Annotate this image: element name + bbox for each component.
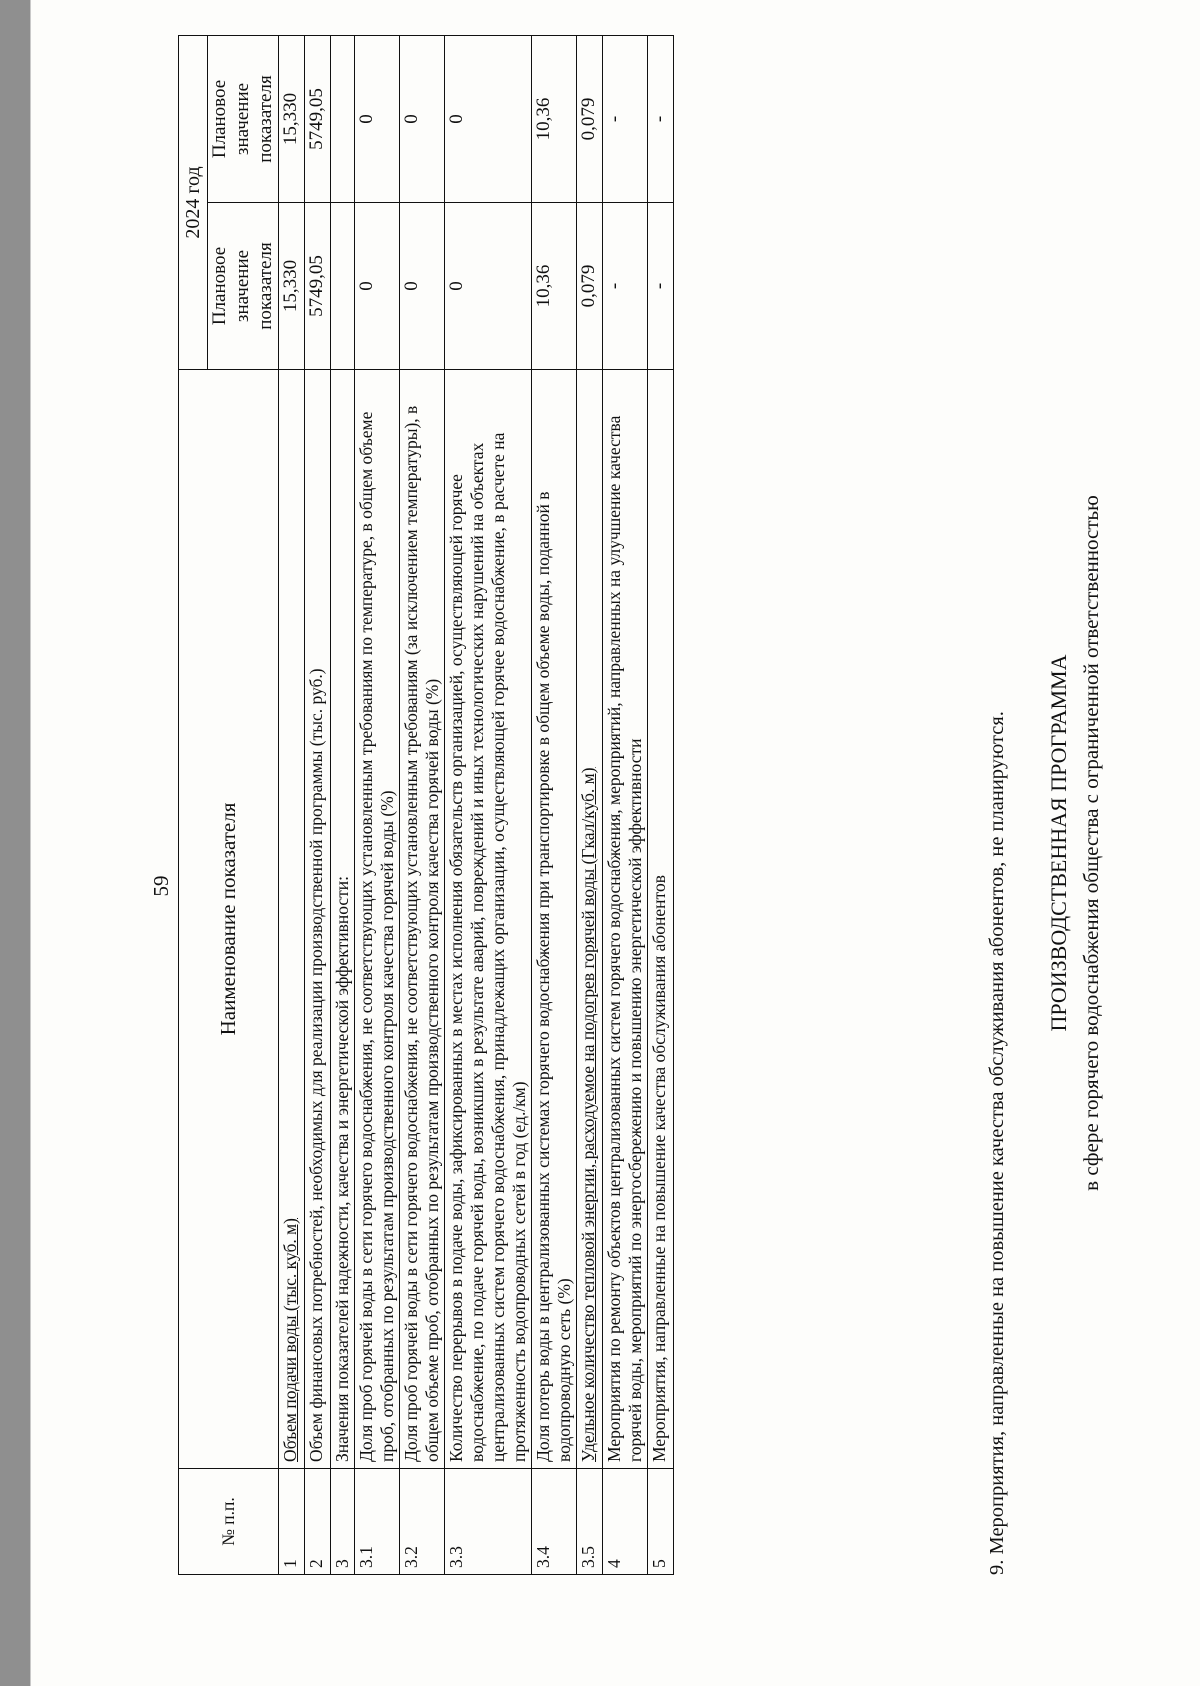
row-indicator: Объем финансовых потребностей, необходимых для реализации производственной программы (тыс. руб.) (305, 370, 331, 1469)
measures-note: 9. Мероприятия, направленные на повышение качества обслуживания абонентов, не планируются. (986, 711, 1008, 1575)
row-value-1: 0,079 (576, 203, 602, 370)
program-title: ПРОИЗВОДСТВЕННАЯ ПРОГРАММА (1046, 654, 1071, 1032)
page-number: 59 (149, 875, 173, 897)
row-value-2: 5749,05 (305, 36, 331, 203)
table-row (354, 36, 399, 1575)
row-value-2: 0 (354, 36, 399, 203)
row-value-1: 5749,05 (305, 203, 331, 370)
row-number: 1 (279, 1469, 305, 1575)
header-plan-value-1: Плановое значение показателя (208, 203, 279, 370)
row-value-1: 10,36 (531, 203, 576, 370)
table-row (399, 36, 444, 1575)
row-indicator: Доля проб горячей воды в сети горячего водоснабжения, не соответствующих установленным требованиям по температуре, в общем объеме проб, отобранных по результатам производственного контроля качества горячей воды (%) (354, 370, 399, 1469)
row-indicator: Объем подачи воды (тыс. куб. м) (279, 370, 305, 1469)
header-number: № п.п. (179, 1469, 279, 1575)
header-indicator-name: Наименование показателя (179, 370, 279, 1469)
row-value-2: 10,36 (531, 36, 576, 203)
rotated-content (31, 0, 1200, 1686)
header-plan-value-2: Плановое значение показателя (208, 36, 279, 203)
row-indicator: Количество перерывов в подаче воды, зафиксированных в местах исполнения обязательств организацией, осуществляющей горячее водоснабжение, по подаче горячей воды, возникших в результате аварий, повреждений и иных технологических нарушений на объектах централизованных систем горячего водоснабжения, принадлежащих организации, осуществляющей горячее водоснабжение, в расчете на протяженность водопроводных сетей в год (ед./км) (444, 370, 531, 1469)
row-value-1: - (602, 203, 647, 370)
table-row (305, 36, 331, 1575)
scanned-page (30, 0, 1200, 1686)
header-year: 2024 год (179, 36, 208, 370)
row-value-1: - (647, 203, 673, 370)
program-subtitle: в сфере горячего водоснабжения общества с ограниченной ответственностью (1079, 495, 1103, 1191)
table-row (602, 36, 647, 1575)
row-value-2: - (647, 36, 673, 203)
row-number: 3.1 (354, 1469, 399, 1575)
row-value-2: 0 (444, 36, 531, 203)
row-value-2: 15,330 (279, 36, 305, 203)
row-value-2: - (602, 36, 647, 203)
row-number: 3.3 (444, 1469, 531, 1575)
table-row (576, 36, 602, 1575)
row-number: 3.4 (531, 1469, 576, 1575)
row-indicator: Мероприятия по ремонту объектов централизованных систем горячего водоснабжения, мероприятий, направленных на улучшение качества горячей воды, мероприятий по энергосбережению и повышению энергетической эффективности (602, 370, 647, 1469)
row-value-1 (330, 203, 354, 370)
table-row (531, 36, 576, 1575)
table-row (330, 36, 354, 1575)
table-row (279, 36, 305, 1575)
row-value-1: 15,330 (279, 203, 305, 370)
row-value-1: 0 (399, 203, 444, 370)
row-value-2 (330, 36, 354, 203)
row-number: 5 (647, 1469, 673, 1575)
table-header-row (179, 36, 208, 1575)
row-indicator: Значения показателей надежности, качества и энергетической эффективности: (330, 370, 354, 1469)
row-number: 3 (330, 1469, 354, 1575)
row-number: 3.2 (399, 1469, 444, 1575)
row-value-2: 0,079 (576, 36, 602, 203)
row-value-1: 0 (444, 203, 531, 370)
row-indicator: Доля потерь воды в централизованных системах горячего водоснабжения при транспортировке в общем объеме воды, поданной в водопроводную сеть (%) (531, 370, 576, 1469)
row-value-1: 0 (354, 203, 399, 370)
row-number: 2 (305, 1469, 331, 1575)
indicators-table (178, 35, 674, 1575)
row-number: 4 (602, 1469, 647, 1575)
row-indicator: Мероприятия, направленные на повышение качества обслуживания абонентов (647, 370, 673, 1469)
row-indicator: Удельное количество тепловой энергии, расходуемое на подогрев горячей воды (Гкал/куб. м) (576, 370, 602, 1469)
row-value-2: 0 (399, 36, 444, 203)
table-row (444, 36, 531, 1575)
table-row (647, 36, 673, 1575)
row-number: 3.5 (576, 1469, 602, 1575)
row-indicator: Доля проб горячей воды в сети горячего водоснабжения, не соответствующих установленным требованиям (за исключением температуры), в общем объеме проб, отобранных по результатам производственного контроля качества горячей воды (%) (399, 370, 444, 1469)
